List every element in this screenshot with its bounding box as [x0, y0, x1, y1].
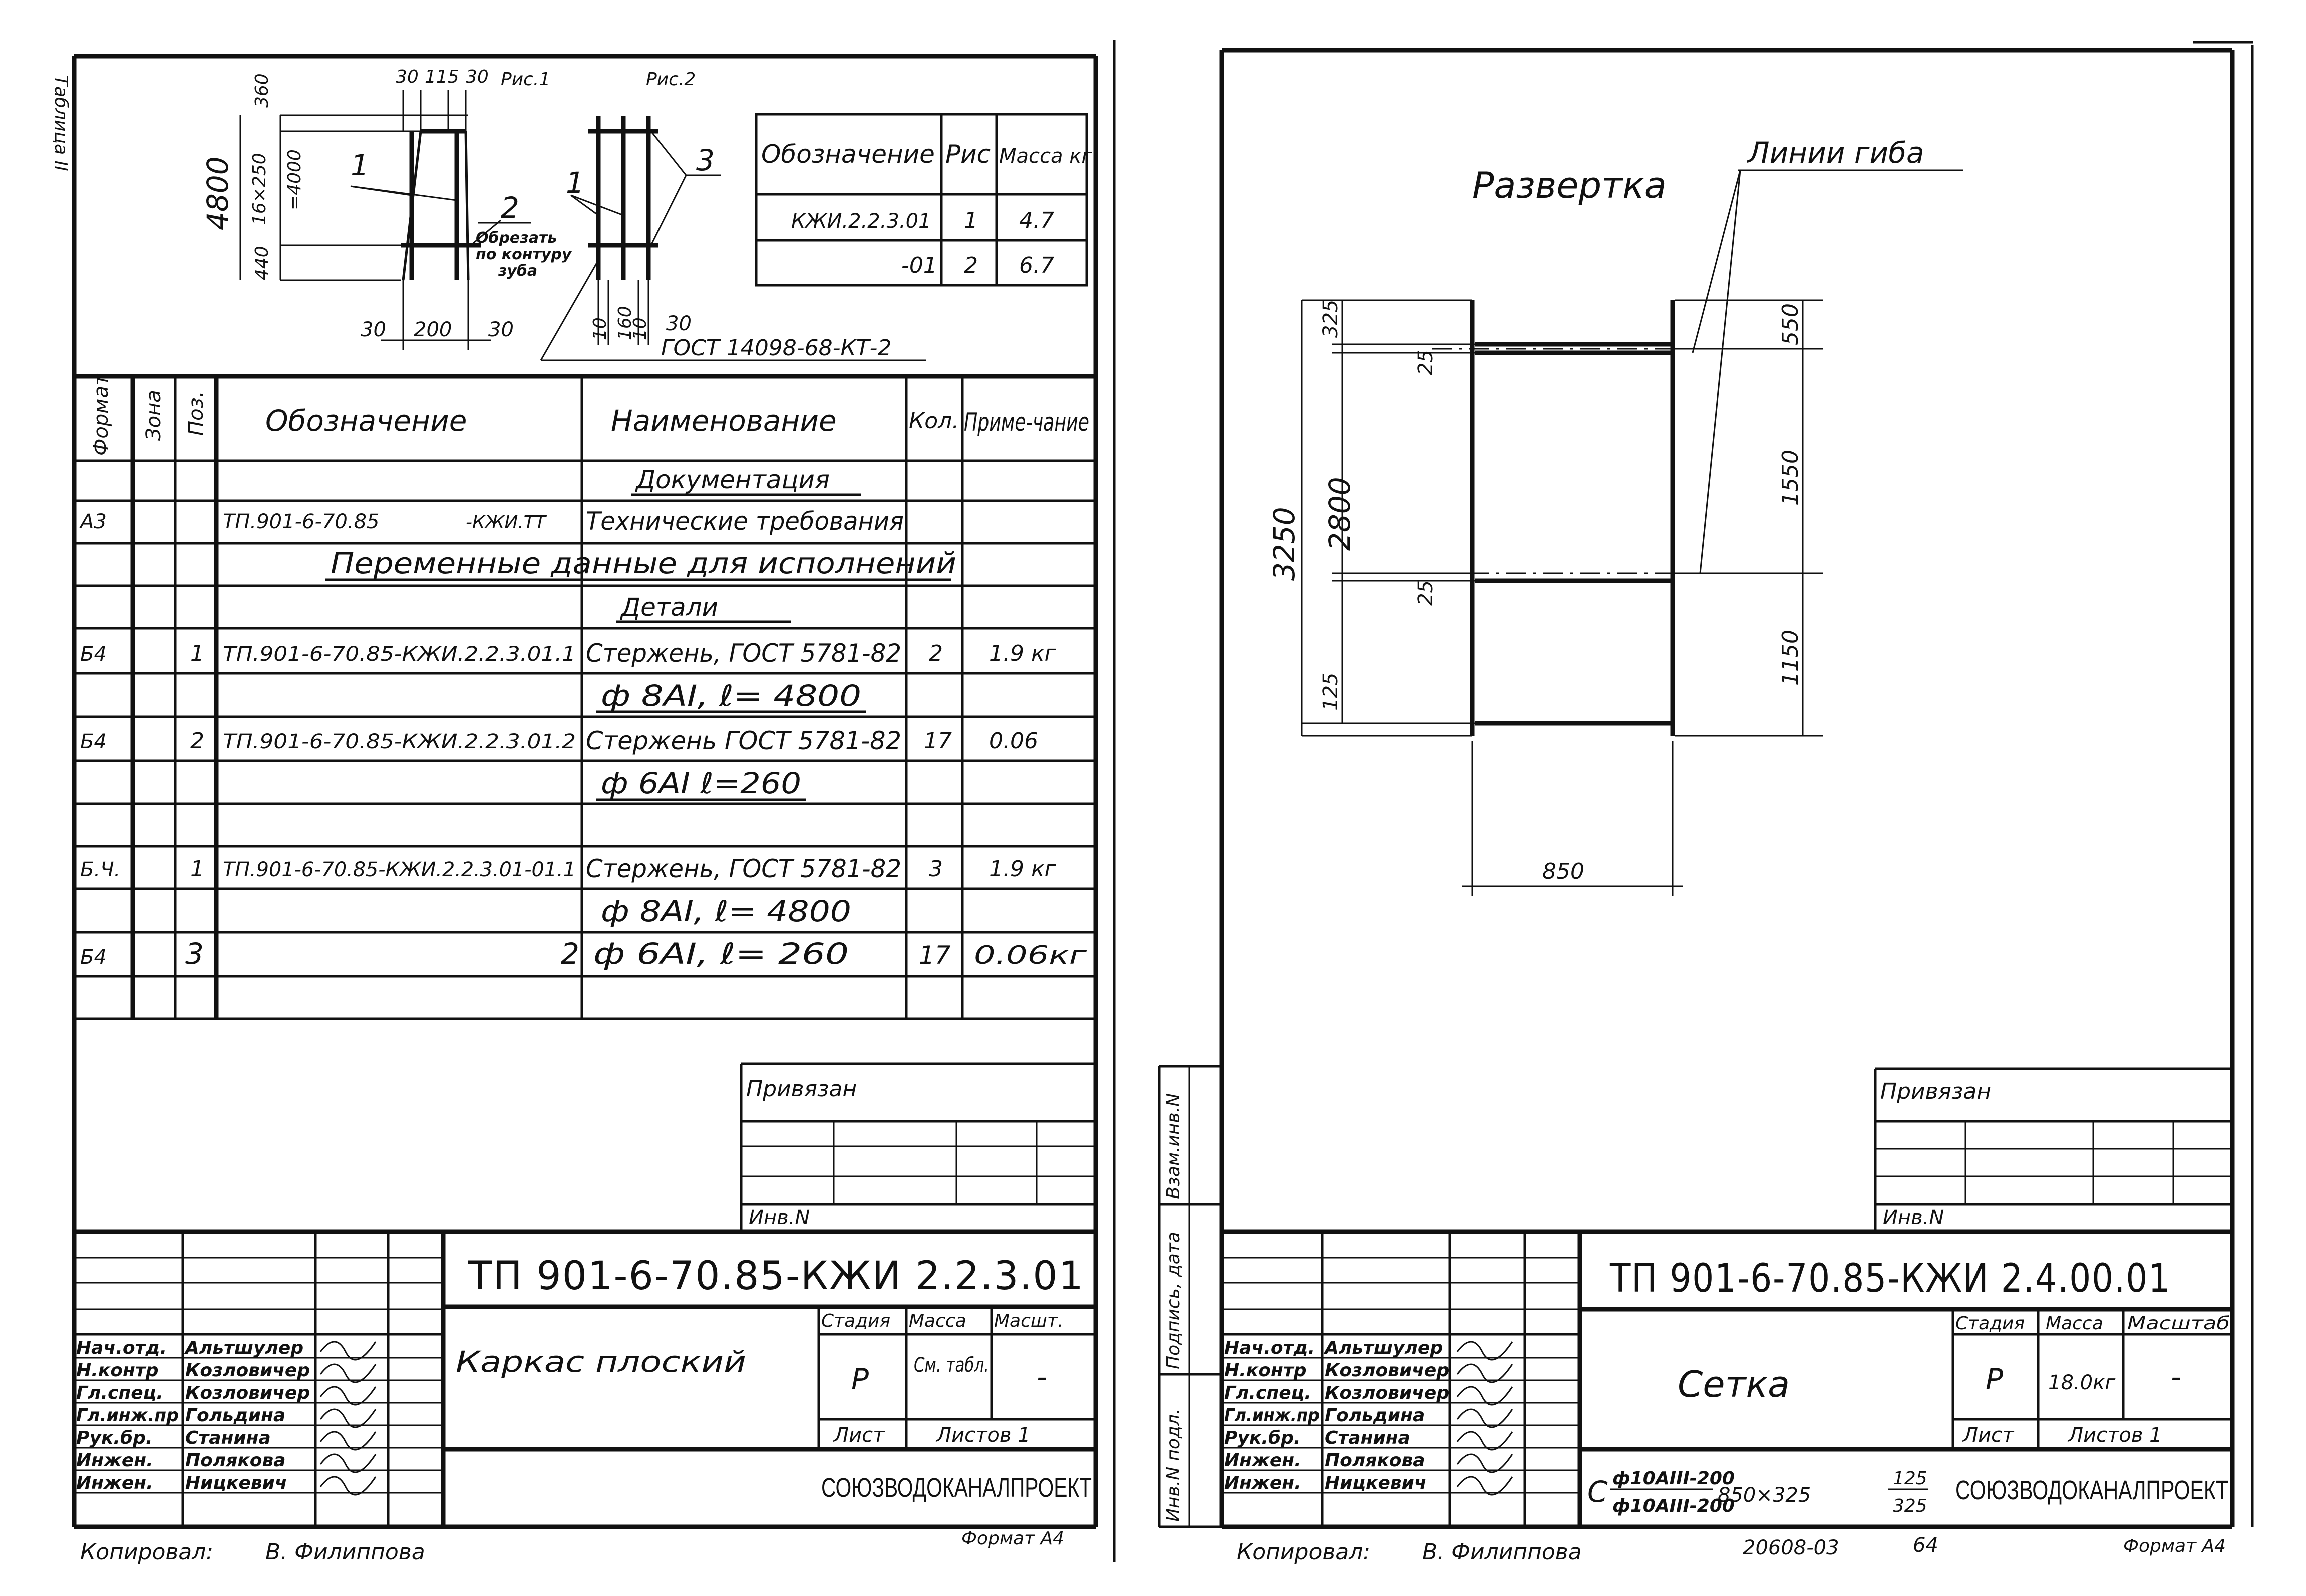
privyazan-label: Привязан [746, 1076, 857, 1102]
right-signer-name-5: Станина [1325, 1428, 1410, 1448]
right-sheets-header: Листов 1 [2068, 1424, 2162, 1447]
spec-header-pos: Поз. [185, 391, 208, 436]
spec-doc-name: Технические требования [586, 507, 904, 536]
left-format: Формат А4 [961, 1528, 1065, 1549]
left-stage-header: Стадия [821, 1311, 891, 1331]
right-signer-role-4: Гл.инж.пр [1224, 1405, 1320, 1426]
right-signer-role-7: Инжен. [1224, 1473, 1301, 1493]
spec-header-zone: Зона [142, 390, 165, 441]
left-mass: См. табл. [914, 1354, 989, 1377]
right-signer-name-1: Альтшулер [1325, 1338, 1443, 1358]
spec-r4-name: ф 6АI, ℓ= 260 [593, 937, 849, 971]
spec-r2-name: Стержень ГОСТ 5781-82 [586, 726, 901, 755]
spec-r4-note: 0.06кг [974, 941, 1087, 970]
dim-bot-30-b: 30 [488, 318, 514, 341]
spec-header-designation: Обозначение [265, 404, 467, 438]
fig2-label: Рис.2 [646, 69, 696, 90]
left-signer-name-2: Козловичер [185, 1360, 310, 1381]
spec-r2-format: Б4 [80, 730, 107, 753]
dim-bot-30-a: 30 [361, 318, 386, 341]
spec-r3-qty: 3 [929, 856, 943, 882]
dim-125: 125 [1319, 672, 1342, 711]
right-sheet [1159, 42, 2253, 1527]
pos-1a: 1 [351, 148, 369, 182]
mass-row2-designation: -01 [901, 253, 937, 278]
left-signers [76, 1338, 376, 1495]
left-signer-role-3: Гл.спец. [76, 1383, 163, 1403]
dim-3250: 3250 [1267, 507, 1301, 581]
spec-grid [74, 376, 1096, 1019]
left-copier-name: В. Филиппова [265, 1539, 425, 1565]
left-signer-name-3: Козловичер [185, 1383, 310, 1403]
spec-r1-note: 1.9 кг [989, 641, 1056, 666]
dim-440: 440 [252, 246, 272, 280]
right-page-number: 64 [1913, 1534, 1938, 1557]
right-format: Формат А4 [2123, 1536, 2226, 1556]
pos-3: 3 [696, 143, 715, 177]
left-signer-role-6: Инжен. [76, 1450, 153, 1471]
right-signer-name-7: Ницкевич [1325, 1473, 1427, 1493]
spec-r1-format: Б4 [80, 643, 107, 666]
right-mass: 18.0кг [2048, 1371, 2116, 1394]
spec-section-docs: Документация [636, 465, 830, 494]
spec-header-name: Наименование [611, 404, 837, 438]
right-signer-role-3: Гл.спец. [1224, 1383, 1311, 1403]
dim-2800: 2800 [1323, 477, 1357, 551]
inv-label: Инв.N [749, 1206, 810, 1229]
right-signer-role-1: Нач.отд. [1224, 1338, 1315, 1358]
spec-variable-data: Переменные данные для исполнений [331, 546, 956, 580]
mass-row1-fig: 1 [964, 208, 978, 233]
left-signer-name-6: Полякова [185, 1450, 286, 1471]
gost-label: ГОСТ 14098-68-КТ-2 [661, 335, 892, 361]
right-privyazan-label: Привязан [1880, 1079, 1992, 1104]
spec-header-note: Приме-чание [964, 408, 1089, 437]
left-organization: СОЮЗВОДОКАНАЛПРОЕКТ [821, 1473, 1092, 1503]
left-sheet-header: Лист [834, 1424, 885, 1447]
spec-header-format: Формат [90, 374, 113, 456]
dim-fig2-160: 160 [615, 306, 635, 340]
spec-r1-pos: 1 [190, 641, 204, 666]
left-stage: Р [851, 1362, 869, 1396]
right-organization: СОЮЗВОДОКАНАЛПРОЕКТ [1955, 1475, 2228, 1505]
spec-r1-name: Стержень, ГОСТ 5781-82 [586, 639, 901, 668]
spec-section-parts: Детали [621, 593, 719, 622]
mass-header-mass: Масса кг [999, 145, 1092, 168]
spec-header-qty: Кол. [909, 408, 959, 434]
spec-r4-pos: 3 [185, 937, 204, 971]
right-signer-name-2: Козловичер [1325, 1360, 1450, 1381]
note-cut-1: Обрезать [476, 229, 557, 247]
note-cut-3: зуба [498, 262, 538, 280]
right-signer-role-6: Инжен. [1224, 1450, 1301, 1471]
spec-r2-designation: ТП.901-6-70.85-КЖИ.2.2.3.01.2 [223, 730, 576, 753]
pos-1b: 1 [566, 166, 584, 200]
right-inv-label: Инв.N [1883, 1206, 1944, 1229]
spec-r3-format: Б.Ч. [80, 858, 121, 881]
left-copied-label: Копировал: [80, 1539, 214, 1565]
mass-row1-designation: КЖИ.2.2.3.01 [791, 210, 931, 233]
left-drawing-code: ТП 901-6-70.85-КЖИ 2.2.3.01 [468, 1254, 1085, 1299]
sketch-figure-1 [240, 90, 501, 350]
left-signer-role-2: Н.контр [76, 1360, 159, 1381]
spec-r4-qty: 17 [919, 941, 951, 970]
dim-16x250: 16×250 [249, 153, 270, 225]
mass-row2-fig: 2 [964, 253, 978, 278]
pos-2: 2 [501, 191, 519, 225]
dim-fig2-10b: 10 [630, 317, 650, 340]
right-copied-label: Копировал: [1237, 1539, 1371, 1565]
dim-4000: =4000 [284, 149, 305, 210]
left-signer-role-1: Нач.отд. [76, 1338, 167, 1358]
razvertka-title: Развертка [1472, 164, 1667, 206]
spec-r2-qty: 17 [924, 728, 952, 754]
mass-header-designation: Обозначение [761, 140, 935, 169]
mass-header-fig: Рис [945, 140, 991, 169]
left-drawing-title: Каркас плоский [456, 1345, 746, 1379]
spec-r4-format: Б4 [80, 946, 107, 969]
left-scale-header: Масшт. [994, 1311, 1064, 1331]
dim-25-top: 25 [1414, 350, 1437, 375]
right-drawing-title: Сетка [1678, 1363, 1790, 1405]
side-cell-vzam-inv: Взам.инв.N [1163, 1093, 1184, 1199]
mark-letter-c: С [1587, 1475, 1608, 1509]
spec-r3-pos: 1 [190, 856, 204, 882]
spec-doc-format: А3 [80, 510, 107, 533]
dim-bot-200: 200 [414, 318, 452, 341]
mark-denominator: 325 [1893, 1496, 1927, 1516]
dim-fig2-30: 30 [666, 312, 692, 335]
spec-doc-suffix: -КЖИ.ТТ [466, 512, 546, 533]
dim-850: 850 [1542, 859, 1584, 884]
mark-numerator: 125 [1893, 1468, 1927, 1489]
left-signer-name-1: Альтшулер [185, 1338, 304, 1358]
dim-4800: 4800 [201, 156, 235, 230]
dim-1150: 1150 [1778, 630, 1803, 686]
spec-doc-designation: ТП.901-6-70.85 [223, 510, 380, 533]
left-signer-role-4: Гл.инж.пр [76, 1405, 179, 1426]
dim-top-30-a: 30 [396, 67, 419, 87]
spec-r2-pos: 2 [190, 728, 204, 754]
right-signer-role-2: Н.контр [1224, 1360, 1307, 1381]
dim-25-mid: 25 [1414, 580, 1437, 606]
left-mass-header: Масса [909, 1311, 966, 1331]
mass-row2-mass: 6.7 [1019, 253, 1054, 278]
spec-r3-designation: ТП.901-6-70.85-КЖИ.2.2.3.01-01.1 [223, 858, 576, 881]
bend-lines-label: Линии гиба [1748, 136, 1924, 170]
right-signer-name-3: Козловичер [1325, 1383, 1450, 1403]
left-signer-role-5: Рук.бр. [76, 1428, 153, 1448]
spec-r2-name2: ф 6АI ℓ=260 [601, 766, 801, 801]
spec-r3-name: Стержень, ГОСТ 5781-82 [586, 854, 901, 883]
right-scale: - [2171, 1360, 2181, 1394]
dim-fig2-10a: 10 [590, 317, 610, 340]
right-copier-name: В. Филиппова [1422, 1539, 1582, 1565]
right-signer-role-5: Рук.бр. [1224, 1428, 1301, 1448]
spec-r1-designation: ТП.901-6-70.85-КЖИ.2.2.3.01.1 [223, 643, 576, 666]
mesh-development [1302, 300, 1823, 896]
left-sheets-header: Листов 1 [936, 1424, 1031, 1447]
mark-top: ф10АIII-200 [1612, 1468, 1735, 1489]
dim-top-115: 115 [425, 67, 459, 87]
left-signer-name-5: Станина [185, 1428, 271, 1448]
dim-360: 360 [252, 73, 272, 108]
left-signer-name-7: Ницкевич [185, 1473, 287, 1493]
spec-r3-name2: ф 8АI, ℓ= 4800 [601, 894, 851, 928]
side-cell-signature-date: Подпись, дата [1163, 1232, 1184, 1369]
right-signer-name-6: Полякова [1325, 1450, 1425, 1471]
dim-550: 550 [1778, 303, 1803, 345]
spec-r1-qty: 2 [929, 641, 943, 666]
dim-325: 325 [1319, 299, 1342, 338]
left-signer-role-7: Инжен. [76, 1473, 153, 1493]
right-stage: Р [1986, 1362, 2003, 1396]
dim-1550: 1550 [1778, 450, 1803, 506]
right-sheet-header: Лист [1963, 1424, 2014, 1447]
fig1-label: Рис.1 [501, 69, 551, 90]
spec-r1-name2: ф 8АI, ℓ= 4800 [601, 679, 861, 713]
spec-r4-designation: 2 [561, 937, 579, 971]
mark-size: 850×325 [1718, 1484, 1811, 1507]
spec-r2-note: 0.06 [989, 728, 1038, 754]
side-tab-label: Таблица II [51, 75, 71, 171]
right-stage-header: Стадия [1955, 1313, 2025, 1334]
left-signer-name-4: Гольдина [185, 1405, 286, 1426]
left-scale: - [1037, 1360, 1047, 1394]
right-signer-name-4: Гольдина [1325, 1405, 1425, 1426]
left-sheet [51, 56, 1096, 1527]
mass-row1-mass: 4.7 [1019, 208, 1054, 233]
spec-r3-note: 1.9 кг [989, 856, 1056, 882]
side-cell-inv-podl: Инв.N подл. [1163, 1408, 1184, 1522]
right-scale-header: Масштаб [2127, 1313, 2230, 1334]
dim-top-30-b: 30 [466, 67, 489, 87]
note-cut-2: по контуру [476, 246, 572, 263]
right-signers [1224, 1338, 1512, 1495]
right-drawing-code: ТП 901-6-70.85-КЖИ 2.4.00.01 [1609, 1256, 2171, 1301]
right-archive-number: 20608-03 [1743, 1536, 1839, 1559]
mark-bottom: ф10АIII-200 [1612, 1496, 1735, 1516]
right-mass-header: Масса [2046, 1313, 2103, 1334]
